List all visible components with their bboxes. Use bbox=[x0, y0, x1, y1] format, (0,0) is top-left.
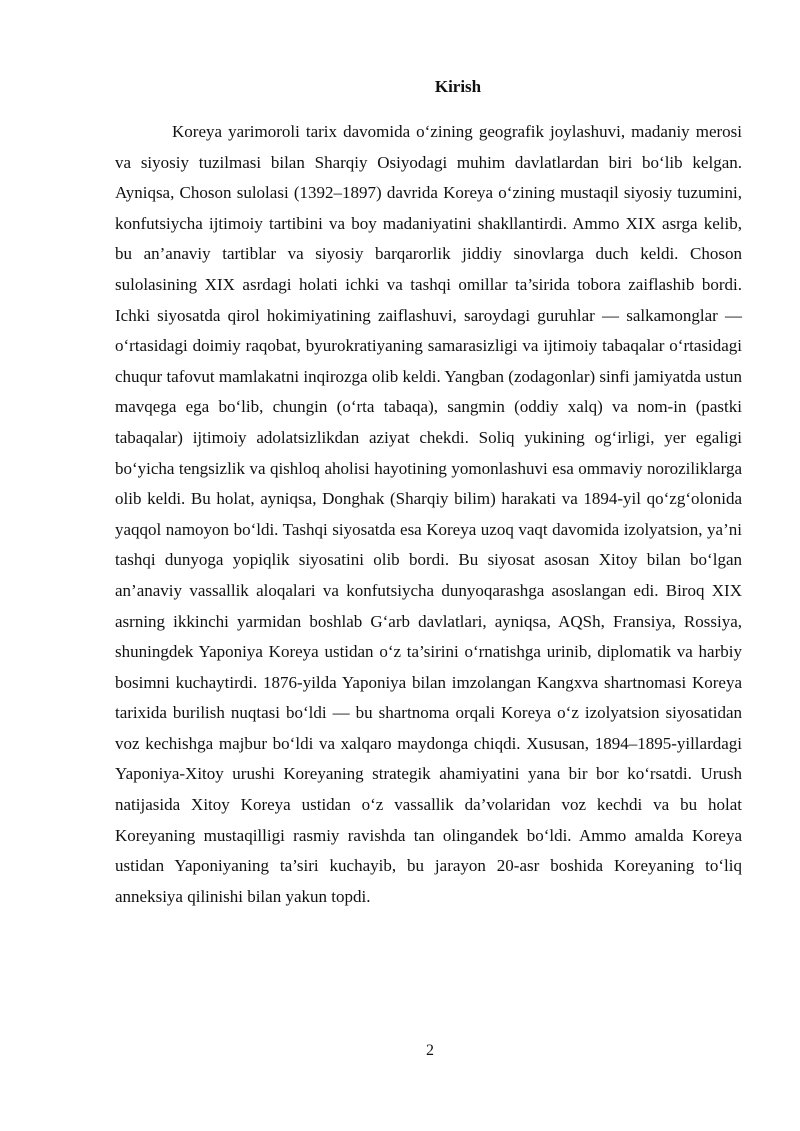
body-paragraph: Koreya yarimoroli tarix davomida o‘zining geografik joylashuvi, madaniy merosi va siyosiy tuzilmasi bilan Sharqiy Osiyodagi muhim davlatlardan biri bo‘lib kelgan. Ayniqsa, Choson sulolasi (1392–1897) davrida Koreya o‘zining mustaqil siyosiy tuzumini, konfutsiycha ijtimoiy tartibini va boy madaniyatini shakllantirdi. Ammo XIX asrga kelib, bu an’anaviy tartiblar va siyosiy barqarorlik jiddiy sinovlarga duch keldi. Choson sulolasining XIX asrdagi holati ichki va tashqi omillar ta’sirida tobora zaiflashib bordi. Ichki siyosatda qirol hokimiyatining zaiflashuvi, saroydagi guruhlar — salkamonglar — o‘rtasidagi doimiy raqobat, byurokratiyaning samarasizligi va ijtimoiy tabaqalar o‘rtasidagi chuqur tafovut mamlakatni inqirozga olib keldi. Yangban (zodagonlar) sinfi jamiyatda ustun mavqega ega bo‘lib, chungin (o‘rta tabaqa), sangmin (oddiy xalq) va nom-in (pastki tabaqalar) ijtimoiy adolatsizlikdan aziyat chekdi. Soliq yukining og‘irligi, yer egaligi bo‘yicha tengsizlik va qishloq aholisi hayotining yomonlashuvi esa ommaviy noroziliklarga olib keldi. Bu holat, ayniqsa, Donghak (Sharqiy bilim) harakati va 1894-yil qo‘zg‘olonida yaqqol namoyon bo‘ldi. Tashqi siyosatda esa Koreya uzoq vaqt davomida izolyatsion, ya’ni tashqi dunyoga yopiqlik siyosatini olib bordi. Bu siyosat asosan Xitoy bilan bo‘lgan an’anaviy vassallik aloqalari va konfutsiycha dunyoqarashga asoslangan edi. Biroq XIX asrning ikkinchi yarmidan boshlab G‘arb davlatlari, ayniqsa, AQSh, Fransiya, Rossiya, shuningdek Yaponiya Koreya ustidan o‘z ta’sirini o‘rnatishga urinib, diplomatik va harbiy bosimni kuchaytirdi. 1876-yilda Yaponiya bilan imzolangan Kangxva shartnomasi Koreya tarixida burilish nuqtasi bo‘ldi — bu shartnoma orqali Koreya o‘z izolyatsion siyosatidan voz kechishga majbur bo‘ldi va xalqaro maydonga chiqdi. Xususan, 1894–1895-yillardagi Yaponiya-Xitoy urushi Koreyaning strategik ahamiyatini yana bir bor ko‘rsatdi. Urush natijasida Xitoy Koreya ustidan o‘z vassallik da’volaridan voz kechdi va bu holat Koreyaning mustaqilligi rasmiy ravishda tan olingandek bo‘ldi. Ammo amalda Koreya ustidan Yaponiyaning ta’siri kuchayib, bu jarayon 20-asr boshida Koreyaning to‘liq anneksiya qilinishi bilan yakun topdi. bbox=[115, 122, 742, 906]
page-number: 2 bbox=[426, 1042, 434, 1059]
page-title: Kirish bbox=[434, 77, 482, 96]
